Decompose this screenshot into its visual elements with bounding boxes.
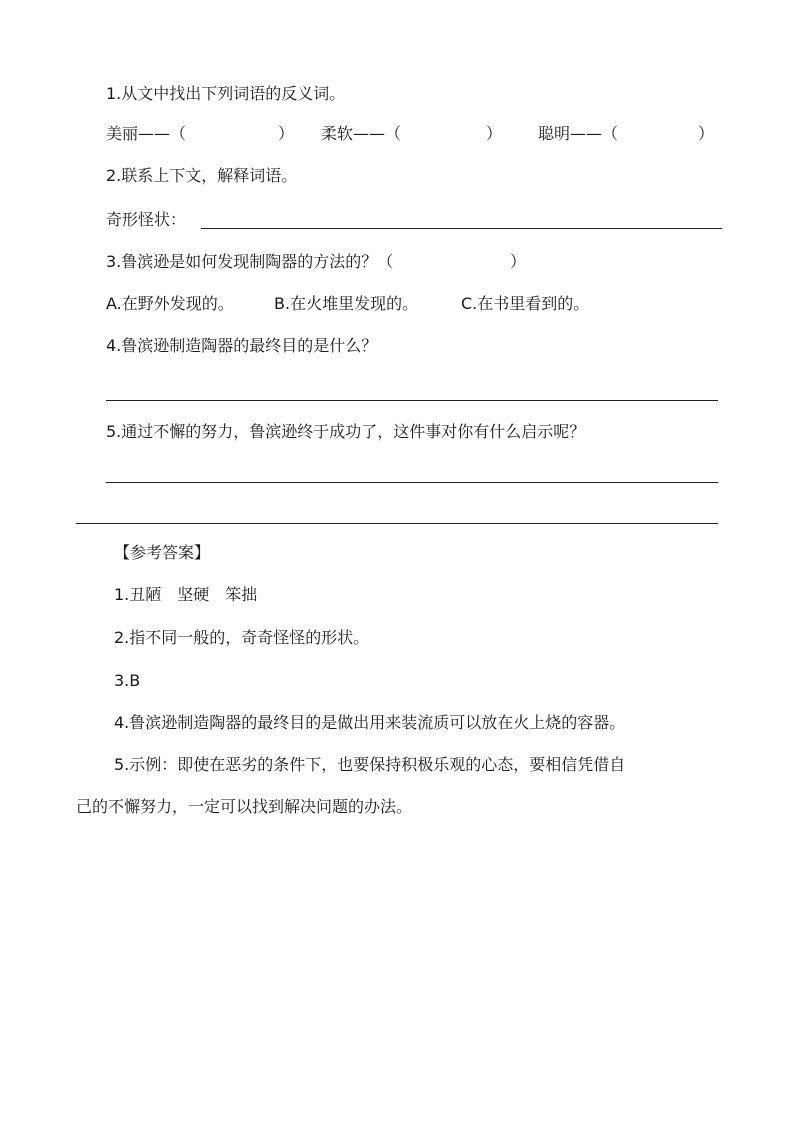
q5-answer-line xyxy=(106,482,718,483)
answer-5-line-1: 5.示例：即使在恶劣的条件下，也要保持积极乐观的心态，要相信凭借自 xyxy=(114,755,626,774)
q1-pair-3-close: ） xyxy=(698,124,715,143)
q1-pair-1-close: ） xyxy=(278,124,295,143)
q2-prompt: 2.联系上下文，解释词语。 xyxy=(106,166,298,185)
q4-answer-line xyxy=(106,400,718,401)
q1-pair-1-word: 美丽——（ xyxy=(106,124,187,143)
answers-heading: 【参考答案】 xyxy=(114,543,211,562)
q3-prompt: 3.鲁滨逊是如何发现制陶器的方法的？（ xyxy=(106,252,394,271)
answer-4: 4.鲁滨逊制造陶器的最终目的是做出用来装流质可以放在火上烧的容器。 xyxy=(114,713,626,732)
answer-3: 3.B xyxy=(114,671,141,690)
q1-pair-2-word: 柔软——（ xyxy=(321,124,402,143)
q3-option-c: C.在书里看到的。 xyxy=(461,294,590,313)
q3-close: ） xyxy=(510,252,527,271)
q1-prompt: 1.从文中找出下列词语的反义词。 xyxy=(106,84,346,103)
section-divider xyxy=(76,523,718,524)
q4-prompt: 4.鲁滨逊制造陶器的最终目的是什么？ xyxy=(106,336,378,355)
answer-2: 2.指不同一般的，奇奇怪怪的形状。 xyxy=(114,628,370,647)
q5-prompt: 5.通过不懈的努力，鲁滨逊终于成功了，这件事对你有什么启示呢？ xyxy=(106,422,586,441)
q3-option-a: A.在野外发现的。 xyxy=(106,294,234,313)
answer-1: 1.丑陋 坚硬 笨拙 xyxy=(114,585,258,604)
answer-5-line-2: 己的不懈努力，一定可以找到解决问题的办法。 xyxy=(76,797,413,816)
q2-term: 奇形怪状： xyxy=(106,210,187,229)
q3-option-b: B.在火堆里发现的。 xyxy=(274,294,419,313)
q1-pair-3-word: 聪明——（ xyxy=(538,124,619,143)
q1-pair-2-close: ） xyxy=(486,124,503,143)
q2-answer-line xyxy=(201,228,722,229)
